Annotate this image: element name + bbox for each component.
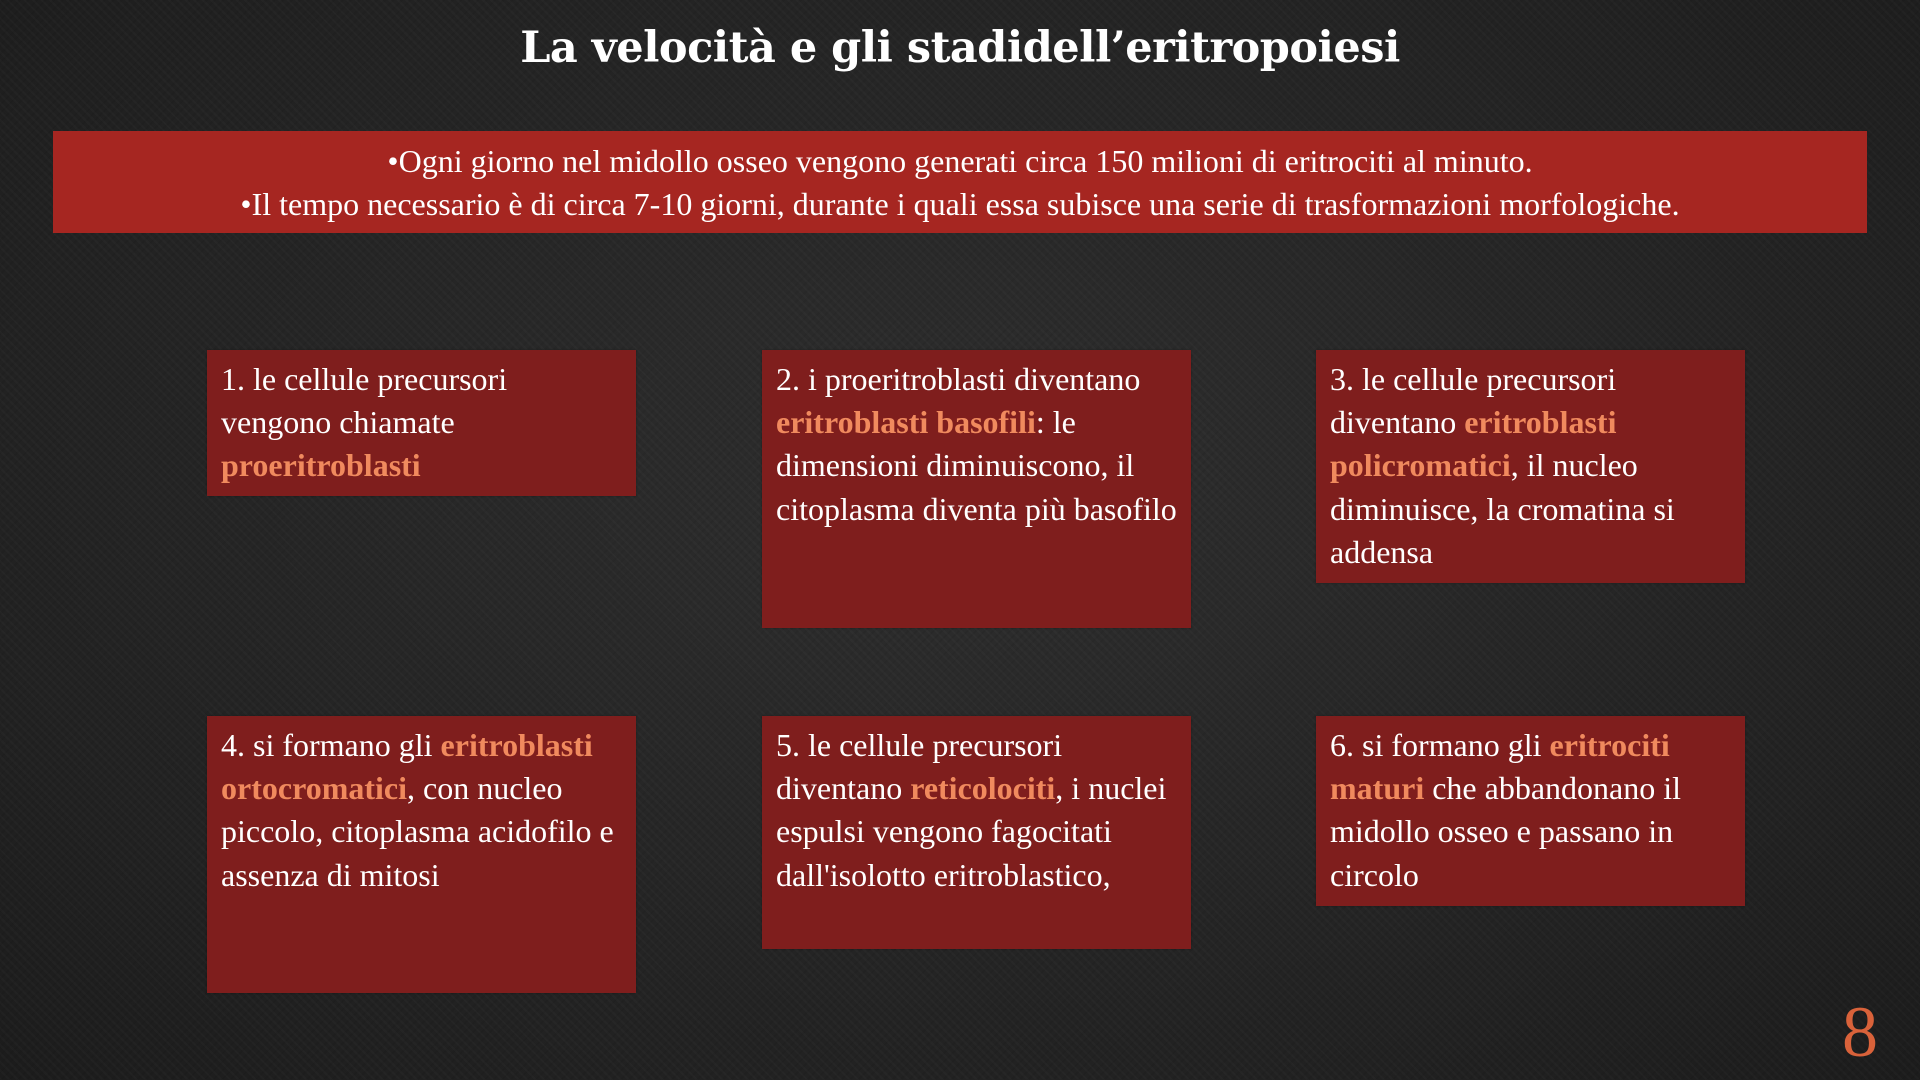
slide-title: La velocità e gli stadidell’eritropoiesi [520,23,1400,73]
stage-text: 2. i proeritroblasti diventano [776,361,1141,397]
stage-card-6 [1316,716,1745,906]
stage-text: 5. le cellule precursori diventano [776,727,1063,807]
stage-text-after: , il nucleo diminuisce, la cromatina si addensa [1330,447,1675,570]
stage-text-after: , con nucleo piccolo, citoplasma acidofilo e assenza di mitosi [221,770,614,893]
stage-text-after: che abbandonano il midollo osseo e passano in circolo [1330,770,1681,893]
intro-box [53,131,1867,233]
stage-highlight: eritroblasti basofili [776,404,1036,441]
stage-text: 1. le cellule precursori vengono chiamate [221,361,508,441]
stage-highlight: proeritroblasti [221,447,421,484]
stage-highlight: eritrociti maturi [1330,727,1670,807]
stage-card-5 [762,716,1191,949]
stage-highlight: reticolociti [910,770,1056,807]
stage-text-after: , i nuclei espulsi vengono fagocitati dall'isolotto eritroblastico, [776,770,1167,893]
stage-card-1 [207,350,636,496]
intro-line-1: •Ogni giorno nel midollo osseo vengono generati circa 150 milioni di eritrociti al minuto. [387,143,1533,179]
stage-text: 4. si formano gli [221,727,441,763]
stage-highlight: eritroblasti ortocromatici [221,727,593,807]
stage-highlight: eritroblasti policromatici [1330,404,1617,484]
stage-text: 6. si formano gli [1330,727,1550,763]
stage-text-after: : le dimensioni diminuiscono, il citoplasma diventa più basofilo [776,404,1177,527]
stage-text: 3. le cellule precursori diventano [1330,361,1617,441]
page-number: 8 [1842,992,1878,1072]
stage-card-3 [1316,350,1745,583]
stage-card-4 [207,716,636,993]
stage-card-2 [762,350,1191,628]
intro-line-2: •Il tempo necessario è di circa 7-10 giorni, durante i quali essa subisce una serie di trasformazioni morfologiche. [240,186,1680,222]
